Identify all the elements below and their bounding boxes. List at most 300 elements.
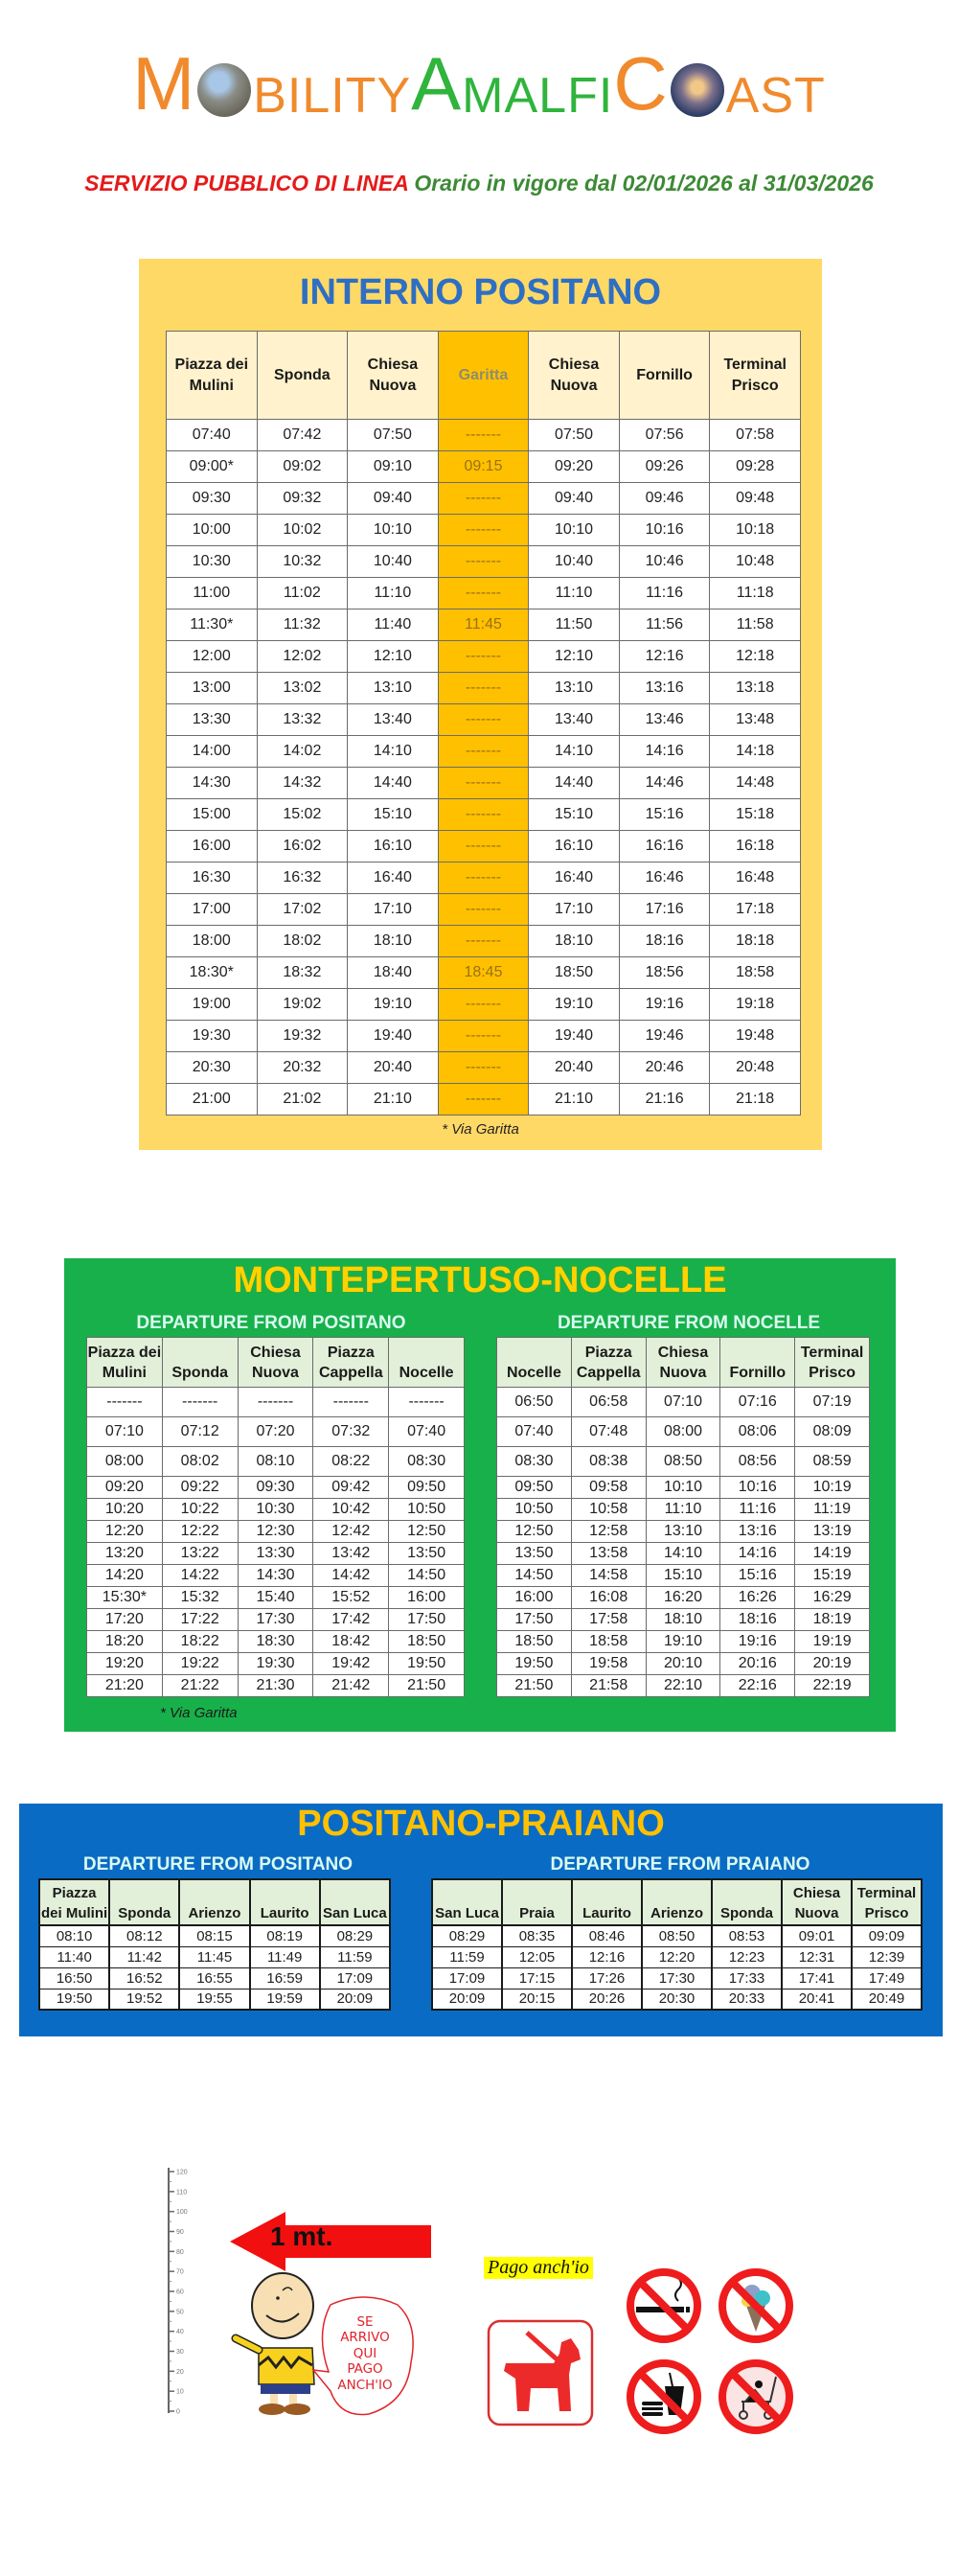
time-cell: 10:50: [389, 1499, 465, 1521]
time-cell: 16:00: [497, 1587, 572, 1609]
table-row: [167, 768, 801, 799]
table-row: [87, 1543, 465, 1565]
time-cell: -------: [438, 768, 529, 799]
time-cell: 08:38: [571, 1447, 646, 1477]
time-cell: 18:00: [167, 926, 258, 957]
table-row: [87, 1417, 465, 1447]
time-cell: 12:23: [712, 1946, 782, 1967]
column-header: Terminal Prisco: [795, 1338, 870, 1388]
time-cell: 14:30: [238, 1565, 313, 1587]
time-cell: 07:50: [348, 420, 439, 451]
time-cell: 08:53: [712, 1925, 782, 1946]
column-header: Chiesa Nuova: [646, 1338, 720, 1388]
table-row: [497, 1521, 870, 1543]
time-cell: 07:58: [710, 420, 801, 451]
time-cell: 20:46: [619, 1052, 710, 1084]
time-cell: 13:50: [389, 1543, 465, 1565]
bubble-line: ANCH'IO: [337, 2377, 393, 2393]
time-cell: 10:48: [710, 546, 801, 578]
time-cell: 11:49: [250, 1946, 320, 1967]
time-cell: -------: [162, 1388, 238, 1417]
time-cell: 12:05: [502, 1946, 572, 1967]
time-cell: 06:58: [571, 1388, 646, 1417]
time-cell: -------: [438, 1084, 529, 1116]
table-row: [87, 1587, 465, 1609]
time-cell: 16:46: [619, 862, 710, 894]
time-cell: 14:18: [710, 736, 801, 768]
time-cell: 14:46: [619, 768, 710, 799]
footnote-via-garitta: * Via Garitta: [442, 1121, 519, 1138]
time-cell: -------: [438, 546, 529, 578]
time-cell: 10:46: [619, 546, 710, 578]
dog-on-leash-icon: [487, 2319, 594, 2426]
time-cell: 11:59: [320, 1946, 390, 1967]
time-cell: 08:29: [320, 1925, 390, 1946]
time-cell: 17:10: [529, 894, 620, 926]
time-cell: 18:10: [529, 926, 620, 957]
time-cell: 21:50: [497, 1675, 572, 1697]
ruler-tick-label: 90: [176, 2229, 184, 2236]
ruler-tick-label: 100: [176, 2209, 188, 2217]
logo-word-bility: BILITY: [253, 68, 412, 124]
time-cell: 07:42: [257, 420, 348, 451]
time-cell: 21:30: [238, 1675, 313, 1697]
time-cell: 07:20: [238, 1417, 313, 1447]
time-cell: 18:56: [619, 957, 710, 989]
ruler-tick-label: 70: [176, 2268, 184, 2276]
column-header: San Luca: [320, 1879, 390, 1925]
time-cell: 10:32: [257, 546, 348, 578]
time-cell: 12:39: [852, 1946, 922, 1967]
time-cell: 11:18: [710, 578, 801, 610]
time-cell: 17:15: [502, 1967, 572, 1989]
interno-positano-table: [166, 331, 801, 1116]
time-cell: 16:10: [529, 831, 620, 862]
time-cell: 10:30: [238, 1499, 313, 1521]
table-row: [87, 1609, 465, 1631]
table-row: [167, 1052, 801, 1084]
column-header: Fornillo: [619, 332, 710, 420]
time-cell: 20:49: [852, 1989, 922, 2010]
interno-positano-section: [139, 259, 822, 1150]
time-cell: 19:40: [348, 1021, 439, 1052]
time-cell: -------: [438, 862, 529, 894]
column-header: Nocelle: [389, 1338, 465, 1388]
time-cell: 22:10: [646, 1675, 720, 1697]
time-cell: 16:16: [619, 831, 710, 862]
table-row: [87, 1521, 465, 1543]
time-cell: -------: [438, 989, 529, 1021]
time-cell: 09:00*: [167, 451, 258, 483]
time-cell: -------: [438, 1052, 529, 1084]
table-row: [87, 1499, 465, 1521]
time-cell: 19:32: [257, 1021, 348, 1052]
time-cell: 18:22: [162, 1631, 238, 1653]
time-cell: -------: [87, 1388, 163, 1417]
time-cell: 18:58: [710, 957, 801, 989]
time-cell: 13:18: [710, 673, 801, 704]
time-cell: 07:10: [646, 1388, 720, 1417]
time-cell: 08:35: [502, 1925, 572, 1946]
time-cell: 16:18: [710, 831, 801, 862]
table-row: [87, 1477, 465, 1499]
time-cell: 14:32: [257, 768, 348, 799]
bubble-line: ARRIVO: [340, 2330, 390, 2346]
time-cell: 08:50: [642, 1925, 712, 1946]
time-cell: 13:22: [162, 1543, 238, 1565]
time-cell: 20:19: [795, 1653, 870, 1675]
time-cell: 09:48: [710, 483, 801, 515]
ruler-tick-label: 110: [176, 2189, 188, 2196]
time-cell: 12:16: [572, 1946, 642, 1967]
table-row: [497, 1587, 870, 1609]
time-cell: 19:48: [710, 1021, 801, 1052]
time-cell: 13:16: [619, 673, 710, 704]
table-row: [497, 1675, 870, 1697]
time-cell: 20:15: [502, 1989, 572, 2010]
time-cell: 13:10: [646, 1521, 720, 1543]
time-cell: 17:50: [497, 1609, 572, 1631]
time-cell: 11:02: [257, 578, 348, 610]
time-cell: 21:58: [571, 1675, 646, 1697]
time-cell: -------: [313, 1388, 389, 1417]
time-cell: 07:12: [162, 1417, 238, 1447]
time-cell: 12:10: [348, 641, 439, 673]
table-row: [167, 483, 801, 515]
column-header: Sponda: [257, 332, 348, 420]
table-row: [167, 736, 801, 768]
column-header: San Luca: [432, 1879, 502, 1925]
time-cell: 11:58: [710, 610, 801, 641]
time-cell: 13:30: [167, 704, 258, 736]
time-cell: 18:16: [619, 926, 710, 957]
time-cell: 21:02: [257, 1084, 348, 1116]
table-row: [167, 451, 801, 483]
time-cell: 22:16: [720, 1675, 795, 1697]
column-header: Sponda: [109, 1879, 179, 1925]
time-cell: -------: [438, 926, 529, 957]
time-cell: 11:50: [529, 610, 620, 641]
time-cell: 13:16: [720, 1521, 795, 1543]
time-cell: 11:56: [619, 610, 710, 641]
time-cell: 20:33: [712, 1989, 782, 2010]
ruler-tick-label: 30: [176, 2349, 184, 2356]
time-cell: 07:19: [795, 1388, 870, 1417]
time-cell: 12:16: [619, 641, 710, 673]
time-cell: 07:40: [389, 1417, 465, 1447]
time-cell: 08:06: [720, 1417, 795, 1447]
time-cell: 11:42: [109, 1946, 179, 1967]
footnote-via-garitta: * Via Garitta: [160, 1705, 238, 1721]
time-cell: 08:22: [313, 1447, 389, 1477]
time-cell: 17:50: [389, 1609, 465, 1631]
time-cell: 08:29: [432, 1925, 502, 1946]
time-cell: 09:30: [238, 1477, 313, 1499]
time-cell: 14:10: [529, 736, 620, 768]
ruler-tick-label: 20: [176, 2368, 184, 2376]
time-cell: 10:02: [257, 515, 348, 546]
table-row: [39, 1946, 390, 1967]
table-row: [87, 1675, 465, 1697]
time-cell: 19:22: [162, 1653, 238, 1675]
table-row: [432, 1946, 922, 1967]
table-row: [87, 1388, 465, 1417]
height-limit-label: 1 mt.: [270, 2221, 333, 2251]
time-cell: 10:40: [529, 546, 620, 578]
time-cell: 17:42: [313, 1609, 389, 1631]
time-cell: 09:30: [167, 483, 258, 515]
time-cell: 19:46: [619, 1021, 710, 1052]
time-cell: 19:42: [313, 1653, 389, 1675]
time-cell: 18:58: [571, 1631, 646, 1653]
time-cell: 17:49: [852, 1967, 922, 1989]
table-row: [497, 1417, 870, 1447]
time-cell: 11:32: [257, 610, 348, 641]
time-cell: 08:50: [646, 1447, 720, 1477]
logo-letter-m: M: [132, 41, 196, 126]
time-cell: 08:56: [720, 1447, 795, 1477]
departure-from-positano-label: DEPARTURE FROM POSITANO: [82, 1854, 354, 1874]
time-cell: 19:16: [619, 989, 710, 1021]
time-cell: 14:58: [571, 1565, 646, 1587]
time-cell: 12:31: [782, 1946, 852, 1967]
logo-letter-a: A: [411, 41, 463, 126]
ruler-tick-label: 60: [176, 2288, 184, 2296]
table-row: [497, 1609, 870, 1631]
time-cell: 21:18: [710, 1084, 801, 1116]
time-cell: 14:10: [348, 736, 439, 768]
time-cell: 15:10: [646, 1565, 720, 1587]
time-cell: 09:40: [348, 483, 439, 515]
time-cell: 13:50: [497, 1543, 572, 1565]
time-cell: 13:58: [571, 1543, 646, 1565]
time-cell: 19:40: [529, 1021, 620, 1052]
table-row: [167, 515, 801, 546]
time-cell: 13:20: [87, 1543, 163, 1565]
table-row: [497, 1447, 870, 1477]
time-cell: 17:41: [782, 1967, 852, 1989]
service-validity-subtitle: [0, 171, 958, 196]
time-cell: 11:16: [619, 578, 710, 610]
from-positano-table: [86, 1337, 465, 1697]
time-cell: 08:12: [109, 1925, 179, 1946]
column-header: Fornillo: [720, 1338, 795, 1388]
time-cell: 20:40: [348, 1052, 439, 1084]
time-cell: 12:58: [571, 1521, 646, 1543]
time-cell: 08:46: [572, 1925, 642, 1946]
departure-from-nocelle-label: DEPARTURE FROM NOCELLE: [557, 1313, 821, 1333]
time-cell: 13:10: [529, 673, 620, 704]
time-cell: -------: [438, 831, 529, 862]
table-row: [497, 1631, 870, 1653]
time-cell: 15:10: [529, 799, 620, 831]
time-cell: 08:30: [497, 1447, 572, 1477]
time-cell: 14:48: [710, 768, 801, 799]
fare-rules-illustration: [163, 2166, 814, 2415]
time-cell: 07:40: [167, 420, 258, 451]
time-cell: 20:41: [782, 1989, 852, 2010]
time-cell: 10:42: [313, 1499, 389, 1521]
time-cell: 16:26: [720, 1587, 795, 1609]
time-cell: 16:40: [348, 862, 439, 894]
time-cell: 18:02: [257, 926, 348, 957]
table-row: [167, 610, 801, 641]
time-cell: 09:01: [782, 1925, 852, 1946]
time-cell: 16:30: [167, 862, 258, 894]
time-cell: 12:00: [167, 641, 258, 673]
time-cell: 14:16: [720, 1543, 795, 1565]
time-cell: -------: [438, 799, 529, 831]
time-cell: 08:02: [162, 1447, 238, 1477]
time-cell: 15:19: [795, 1565, 870, 1587]
time-cell: 12:50: [389, 1521, 465, 1543]
time-cell: 08:15: [179, 1925, 249, 1946]
time-cell: 10:16: [619, 515, 710, 546]
time-cell: 14:50: [497, 1565, 572, 1587]
logo-word-ast: AST: [725, 68, 826, 124]
time-cell: 11:59: [432, 1946, 502, 1967]
column-header: Chiesa Nuova: [348, 332, 439, 420]
time-cell: 11:10: [646, 1499, 720, 1521]
time-cell: 19:00: [167, 989, 258, 1021]
table-row: [167, 578, 801, 610]
table-row: [497, 1565, 870, 1587]
table-row: [167, 673, 801, 704]
time-cell: 10:58: [571, 1499, 646, 1521]
logo-photo-o-icon: [671, 63, 724, 117]
time-cell: 07:10: [87, 1417, 163, 1447]
time-cell: 18:10: [348, 926, 439, 957]
departure-from-positano-label: DEPARTURE FROM POSITANO: [136, 1313, 406, 1333]
time-cell: 09:46: [619, 483, 710, 515]
from-praiano-table: [431, 1878, 923, 2011]
time-cell: 21:22: [162, 1675, 238, 1697]
ruler-tick-label: 40: [176, 2329, 184, 2336]
time-cell: 14:10: [646, 1543, 720, 1565]
column-header: Chiesa Nuova: [529, 332, 620, 420]
time-cell: 14:42: [313, 1565, 389, 1587]
time-cell: 17:30: [238, 1609, 313, 1631]
time-cell: -------: [438, 673, 529, 704]
time-cell: 10:10: [529, 515, 620, 546]
time-cell: 07:56: [619, 420, 710, 451]
time-cell: 10:00: [167, 515, 258, 546]
time-cell: 20:09: [432, 1989, 502, 2010]
time-cell: -------: [438, 1021, 529, 1052]
from-nocelle-table: [496, 1337, 870, 1697]
height-ruler-icon: [167, 2166, 195, 2415]
time-cell: 14:30: [167, 768, 258, 799]
time-cell: 18:30*: [167, 957, 258, 989]
time-cell: 10:50: [497, 1499, 572, 1521]
bubble-line: QUI: [353, 2345, 377, 2361]
time-cell: 09:28: [710, 451, 801, 483]
time-cell: 14:00: [167, 736, 258, 768]
column-header: Chiesa Nuova: [238, 1338, 313, 1388]
time-cell: 22:19: [795, 1675, 870, 1697]
section-title: INTERNO POSITANO: [299, 272, 662, 312]
column-header: Arienzo: [642, 1879, 712, 1925]
table-row: [432, 1989, 922, 2010]
time-cell: 19:55: [179, 1989, 249, 2010]
time-cell: 13:48: [710, 704, 801, 736]
time-cell: 11:40: [39, 1946, 109, 1967]
table-row: [39, 1925, 390, 1946]
time-cell: -------: [438, 736, 529, 768]
table-row: [497, 1499, 870, 1521]
time-cell: -------: [238, 1388, 313, 1417]
time-cell: 17:09: [320, 1967, 390, 1989]
time-cell: 12:20: [642, 1946, 712, 1967]
time-cell: 20:32: [257, 1052, 348, 1084]
time-cell: 07:48: [571, 1417, 646, 1447]
time-cell: 19:50: [389, 1653, 465, 1675]
time-cell: 19:10: [646, 1631, 720, 1653]
time-cell: 13:30: [238, 1543, 313, 1565]
time-cell: 16:59: [250, 1967, 320, 1989]
time-cell: 16:52: [109, 1967, 179, 1989]
logo-photo-o-icon: [197, 63, 251, 117]
column-header: Laurito: [250, 1879, 320, 1925]
time-cell: 20:30: [167, 1052, 258, 1084]
time-cell: 16:55: [179, 1967, 249, 1989]
no-food-drink-icon: [625, 2358, 703, 2436]
time-cell: -------: [438, 578, 529, 610]
time-cell: 21:00: [167, 1084, 258, 1116]
time-cell: 12:50: [497, 1521, 572, 1543]
table-row: [167, 704, 801, 736]
time-cell: -------: [438, 641, 529, 673]
column-header: Piazza dei Mulini: [167, 332, 258, 420]
table-row: [167, 641, 801, 673]
time-cell: 17:09: [432, 1967, 502, 1989]
time-cell: 08:10: [238, 1447, 313, 1477]
time-cell: 18:45: [438, 957, 529, 989]
time-cell: -------: [438, 483, 529, 515]
column-header: Piazza dei Mulini: [39, 1879, 109, 1925]
time-cell: 18:19: [795, 1609, 870, 1631]
time-cell: 17:10: [348, 894, 439, 926]
time-cell: 12:30: [238, 1521, 313, 1543]
time-cell: 18:32: [257, 957, 348, 989]
table-row: [167, 894, 801, 926]
ruler-tick-label: 50: [176, 2309, 184, 2316]
time-cell: 16:00: [167, 831, 258, 862]
time-cell: 20:26: [572, 1989, 642, 2010]
time-cell: 20:10: [646, 1653, 720, 1675]
time-cell: 10:18: [710, 515, 801, 546]
time-cell: 19:10: [348, 989, 439, 1021]
time-cell: -------: [389, 1388, 465, 1417]
time-cell: 09:50: [497, 1477, 572, 1499]
time-cell: 16:50: [39, 1967, 109, 1989]
time-cell: 09:15: [438, 451, 529, 483]
time-cell: 19:18: [710, 989, 801, 1021]
no-ice-cream-icon: [717, 2266, 795, 2345]
table-row: [167, 799, 801, 831]
column-header: Garitta: [438, 332, 529, 420]
time-cell: 19:30: [238, 1653, 313, 1675]
table-row: [167, 862, 801, 894]
time-cell: 17:00: [167, 894, 258, 926]
time-cell: 18:20: [87, 1631, 163, 1653]
time-cell: 18:30: [238, 1631, 313, 1653]
time-cell: 13:46: [619, 704, 710, 736]
table-row: [87, 1631, 465, 1653]
time-cell: 10:10: [646, 1477, 720, 1499]
time-cell: 10:16: [720, 1477, 795, 1499]
time-cell: 15:18: [710, 799, 801, 831]
